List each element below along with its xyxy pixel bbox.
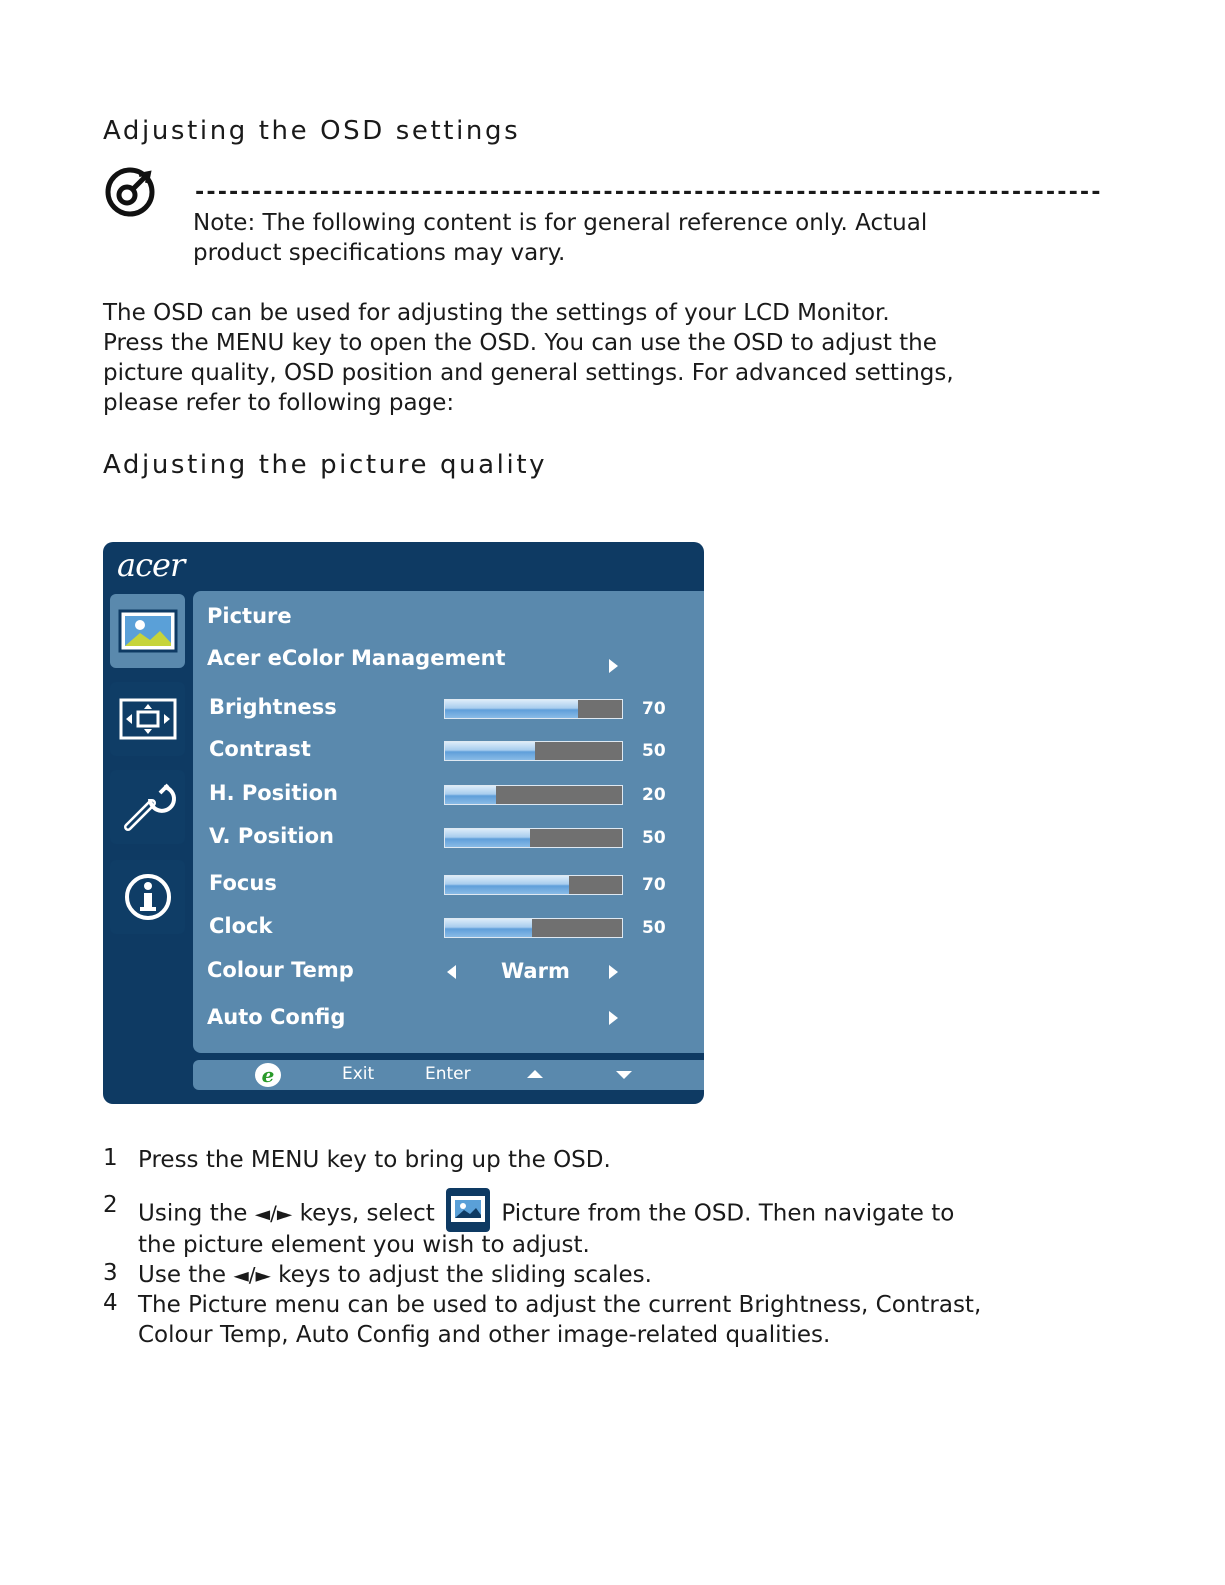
slider-fill — [445, 919, 532, 937]
slider-value: 20 — [642, 785, 666, 805]
slider-fill — [445, 829, 530, 847]
picture-icon — [118, 609, 178, 653]
slider-value: 50 — [642, 741, 666, 761]
acer-logo: acer — [117, 546, 185, 584]
colour-temp-value[interactable]: Warm — [501, 959, 570, 983]
note-block — [193, 178, 1101, 268]
slider-value: 50 — [642, 918, 666, 938]
step-text-part: keys to adjust the sliding scales. — [278, 1262, 652, 1288]
note-icon — [103, 165, 161, 223]
step-text: The Picture menu can be used to adjust the current Brightness, Contrast, — [138, 1292, 982, 1318]
note-line-1: Note: The following content is for general reference only. Actual — [193, 210, 928, 236]
menu-title: Picture — [207, 604, 292, 628]
slider-value: 70 — [642, 699, 666, 719]
tab-information[interactable] — [110, 860, 185, 934]
tab-setting[interactable] — [110, 770, 185, 844]
intro-line: The OSD can be used for adjusting the settings of your LCD Monitor. — [103, 300, 890, 326]
auto-config-arrow-right-icon[interactable] — [609, 1011, 618, 1025]
step-text-part: Picture from the OSD. Then navigate to — [501, 1200, 955, 1227]
info-icon — [122, 871, 174, 923]
slider-label: Brightness — [209, 695, 337, 719]
auto-config-label[interactable]: Auto Config — [207, 1005, 346, 1029]
slider-label: Clock — [209, 914, 273, 938]
footer-down-icon[interactable] — [616, 1071, 632, 1079]
colour-temp-arrow-right-icon[interactable] — [609, 965, 618, 979]
slider-value: 70 — [642, 875, 666, 895]
note-divider: -------------------------------------------------------------------------------- — [193, 180, 1101, 205]
osd-menu-panel — [103, 542, 704, 1104]
step-text-part: keys, select — [299, 1200, 435, 1227]
left-right-arrow-keys-icon: ◄/► — [254, 1201, 293, 1226]
footer-enter-label[interactable]: Enter — [425, 1064, 471, 1084]
section-heading-picture: Adjusting the picture quality — [103, 450, 548, 480]
ecolor-arrow-right-icon[interactable] — [609, 659, 618, 673]
picture-icon — [446, 1188, 490, 1232]
intro-line: Press the MENU key to open the OSD. You can use the OSD to adjust the — [103, 330, 937, 356]
colour-temp-label: Colour Temp — [207, 958, 354, 982]
slider-track[interactable] — [444, 741, 623, 761]
slider-fill — [445, 700, 578, 718]
step-number: 3 — [103, 1260, 118, 1286]
step-text: Colour Temp, Auto Config and other image-related qualities. — [138, 1322, 831, 1348]
intro-line: please refer to following page: — [103, 390, 455, 416]
step-text: the picture element you wish to adjust. — [138, 1232, 590, 1258]
slider-label: Focus — [209, 871, 277, 895]
intro-paragraph — [103, 298, 954, 418]
slider-fill — [445, 742, 535, 760]
slider-track[interactable] — [444, 875, 623, 895]
slider-label: H. Position — [209, 781, 338, 805]
left-right-arrow-keys-icon: ◄/► — [233, 1263, 271, 1287]
section-heading-osd: Adjusting the OSD settings — [103, 116, 521, 146]
note-line-2: product specifications may vary. — [193, 240, 566, 266]
svg-text:e: e — [261, 1063, 275, 1087]
step-number: 2 — [103, 1192, 118, 1218]
tab-picture[interactable] — [110, 594, 185, 668]
slider-track[interactable] — [444, 699, 623, 719]
step-text-part: Using the — [138, 1200, 248, 1227]
slider-track[interactable] — [444, 828, 623, 848]
footer-up-icon[interactable] — [527, 1070, 543, 1078]
slider-fill — [445, 786, 496, 804]
step-number: 1 — [103, 1145, 118, 1171]
slider-value: 50 — [642, 828, 666, 848]
step-text — [138, 1260, 652, 1290]
osd-content-area — [193, 591, 704, 1053]
tab-osd-position[interactable] — [110, 682, 185, 756]
osd-position-icon — [118, 697, 178, 741]
setting-wrench-icon — [120, 779, 176, 835]
step-number: 4 — [103, 1290, 118, 1316]
intro-line: picture quality, OSD position and general settings. For advanced settings, — [103, 360, 954, 386]
ecolor-management-label[interactable]: Acer eColor Management — [207, 646, 506, 670]
colour-temp-arrow-left-icon[interactable] — [447, 965, 456, 979]
slider-track[interactable] — [444, 918, 623, 938]
slider-label: Contrast — [209, 737, 311, 761]
slider-track[interactable] — [444, 785, 623, 805]
footer-exit-label[interactable]: Exit — [342, 1064, 375, 1084]
step-text-part: Use the — [138, 1262, 227, 1288]
slider-label: V. Position — [209, 824, 334, 848]
step-text: Press the MENU key to bring up the OSD. — [138, 1147, 611, 1173]
osd-footer-bar — [193, 1060, 704, 1090]
slider-fill — [445, 876, 569, 894]
empowering-e-icon[interactable] — [253, 1061, 283, 1089]
